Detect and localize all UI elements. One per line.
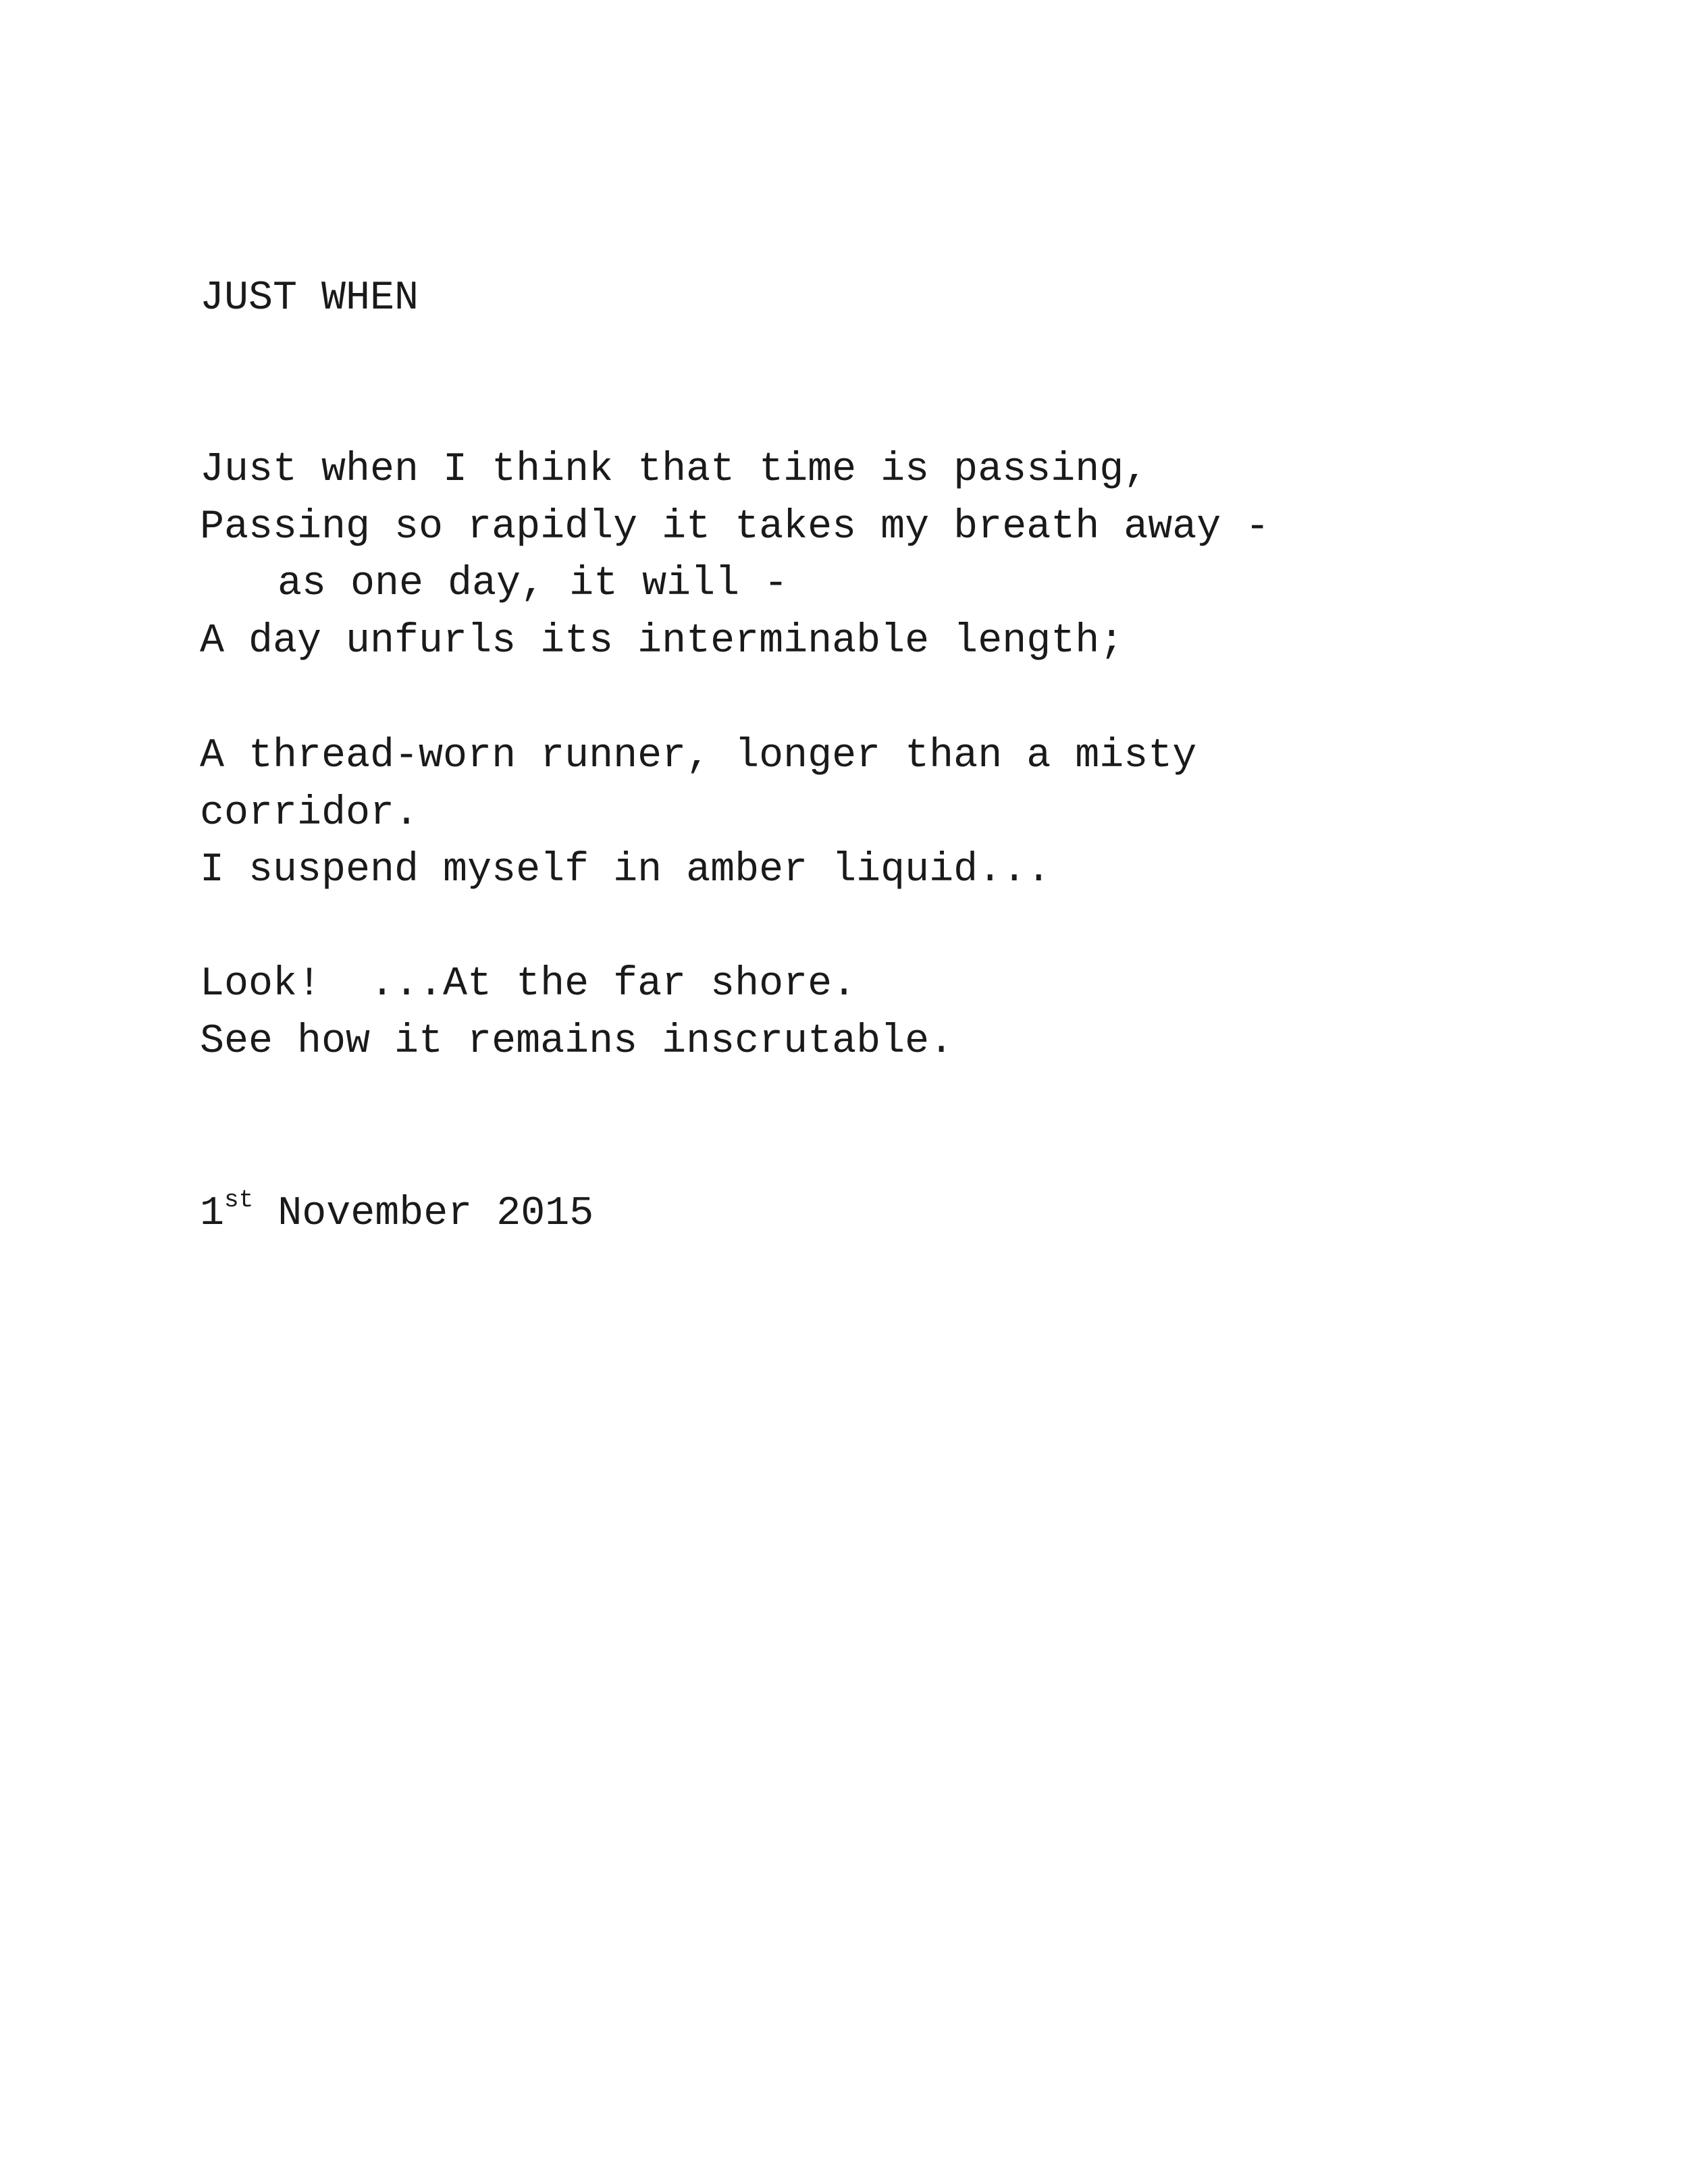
poem-line: See how it remains inscrutable. — [200, 1018, 954, 1065]
stanza-1 — [200, 442, 1269, 670]
date-day: 1 — [200, 1191, 225, 1237]
date-ordinal-suffix: st — [224, 1186, 254, 1214]
date-month-year: November 2015 — [253, 1191, 594, 1237]
poem-line: A thread-worn runner, longer than a misty — [200, 733, 1197, 779]
poem-line: A day unfurls its interminable length; — [200, 618, 1124, 664]
poem-title: JUST WHEN — [200, 275, 419, 321]
poem-line: corridor. — [200, 790, 419, 836]
poem-date — [200, 1186, 594, 1242]
poem-line: Passing so rapidly it takes my breath away - — [200, 504, 1270, 550]
poem-line: Look! ...At the far shore. — [200, 961, 857, 1007]
stanza-2 — [200, 728, 1196, 899]
stanza-3 — [200, 956, 953, 1070]
poem-line: I suspend myself in amber liquid... — [200, 847, 1051, 893]
poem-line-indented: as one day, it will - — [278, 561, 789, 607]
poem-line: Just when I think that time is passing, — [200, 447, 1149, 493]
